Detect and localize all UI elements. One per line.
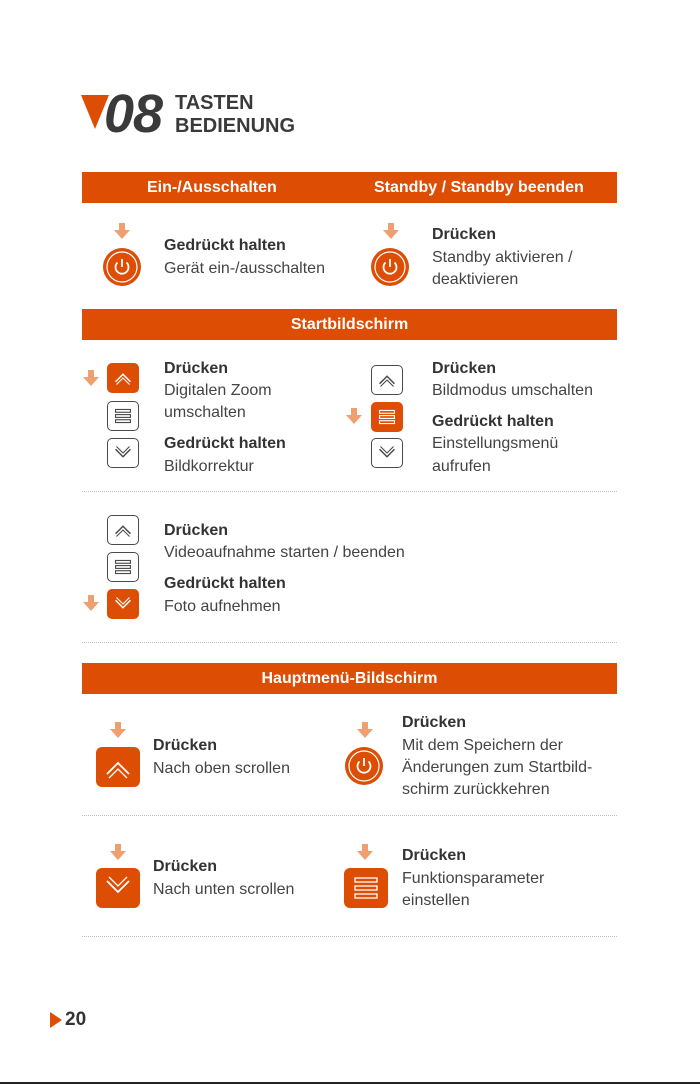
menu-key-icon [107,552,139,582]
press-arrow-icon [383,223,399,239]
power-button-icon [371,248,409,286]
divider [82,936,617,937]
down-key-icon [96,868,140,908]
parameter-action-label: Drücken [402,847,467,864]
press-arrow-icon [114,223,130,239]
correction-action-desc: Bildkorrektur [164,458,254,475]
down-key-icon [107,589,139,619]
page-marker-icon [50,1012,62,1028]
standby-action-label: Drücken [432,226,497,243]
return-action-label: Drücken [402,714,467,731]
press-arrow-icon [346,408,362,424]
zoom-action-label: Drücken [164,360,229,377]
standby-action-desc-line2: deaktivieren [432,271,519,288]
down-key-icon [107,438,139,468]
up-key-icon [371,365,403,395]
section-bar-power [82,172,617,203]
divider [82,642,617,643]
section-bar-home [82,309,617,340]
divider [82,815,617,816]
zoom-action-desc-line2: umschalten [164,404,246,421]
settings-action-desc-line1: Einstellungsmenü [432,435,559,452]
section-title-main-menu: Hauptmenü-Bildschirm [261,670,438,687]
press-arrow-icon [110,844,126,860]
section-title-power: Ein-/Ausschalten [147,179,277,196]
chapter-title-line2: BEDIENUNG [175,115,296,137]
photo-action-label: Gedrückt halten [164,575,286,592]
settings-action-label: Gedrückt halten [432,413,554,430]
chapter-title-line1: TASTEN [175,92,254,114]
page-number: 20 [65,1009,87,1030]
power-action-label: Gedrückt halten [164,237,286,254]
photo-action-desc: Foto aufnehmen [164,598,281,615]
menu-key-icon [371,402,403,432]
up-key-icon [96,747,140,787]
parameter-action-desc-line2: einstellen [402,892,470,909]
video-action-desc: Videoaufnahme starten / beenden [164,544,405,561]
section-title-home: Startbildschirm [290,316,409,333]
mode-action-desc: Bildmodus umschalten [432,382,593,399]
scroll-up-action-desc: Nach oben scrollen [153,760,290,777]
menu-key-icon [107,401,139,431]
return-action-desc-line1: Mit dem Speichern der [402,737,563,754]
correction-action-label: Gedrückt halten [164,435,286,452]
mode-action-label: Drücken [432,360,497,377]
press-arrow-icon [83,370,99,386]
up-key-icon [107,515,139,545]
power-button-icon [103,248,141,286]
menu-key-icon [344,868,388,908]
press-arrow-icon [110,722,126,738]
section-bar-main-menu [82,663,617,694]
power-action-desc: Gerät ein-/ausschalten [164,260,325,277]
up-key-icon [107,363,139,393]
power-button-icon [345,747,383,785]
section-title-standby: Standby / Standby beenden [374,179,584,196]
chapter-number: 08 [104,84,163,144]
settings-action-desc-line2: aufrufen [432,458,491,475]
video-action-label: Drücken [164,522,229,539]
chapter-title [175,92,295,138]
press-arrow-icon [83,595,99,611]
scroll-down-action-desc: Nach unten scrollen [153,881,295,898]
press-arrow-icon [357,844,373,860]
scroll-down-action-label: Drücken [153,858,218,875]
press-arrow-icon [357,722,373,738]
standby-action-desc-line1: Standby aktivieren / [432,249,573,266]
down-key-icon [371,438,403,468]
return-action-desc-line3: schirm zurückkehren [402,781,550,798]
return-action-desc-line2: Änderungen zum Startbild- [402,759,593,776]
zoom-action-desc-line1: Digitalen Zoom [164,382,272,399]
scroll-up-action-label: Drücken [153,737,218,754]
divider [82,491,617,492]
parameter-action-desc-line1: Funktionsparameter [402,870,545,887]
